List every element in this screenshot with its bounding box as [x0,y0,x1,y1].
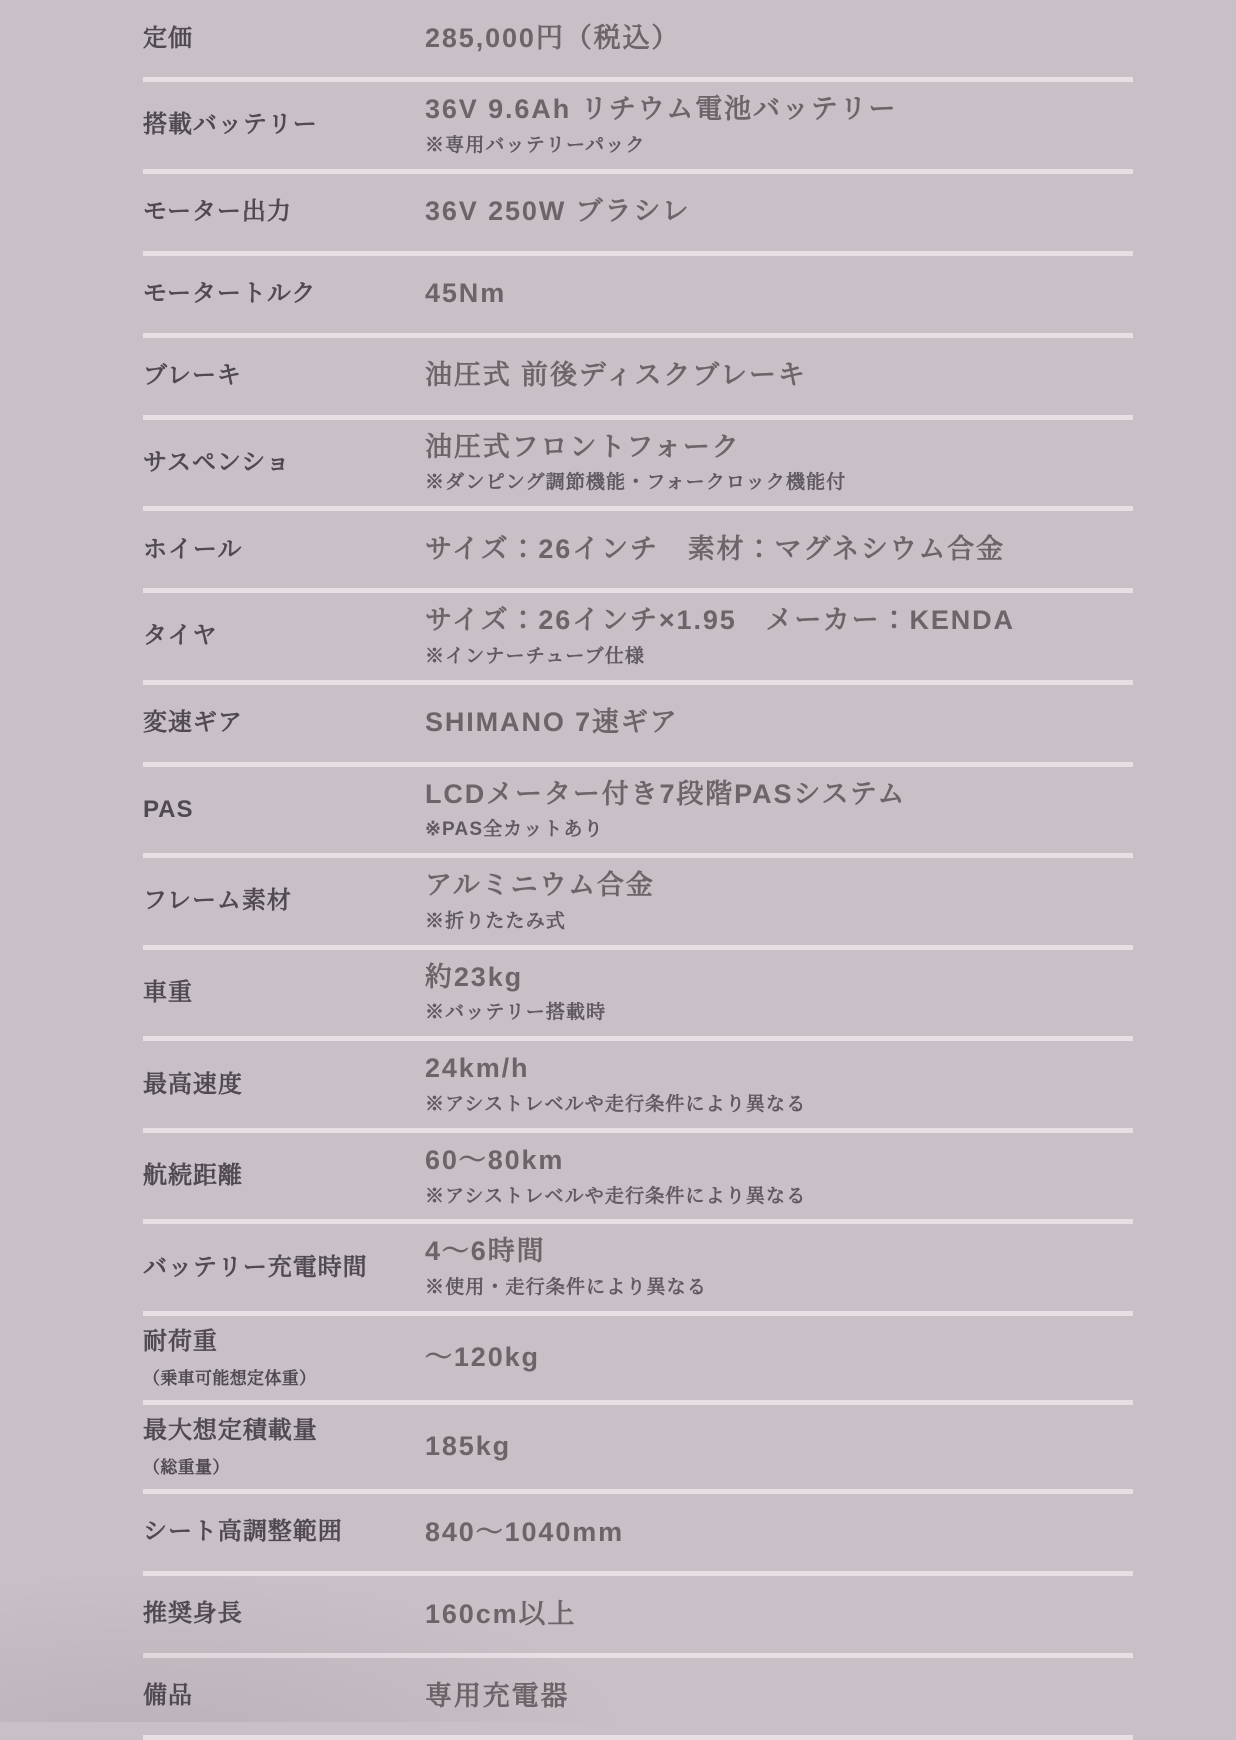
spec-row [143,1316,1133,1405]
spec-label: モーター出力 [143,198,292,226]
spec-value-group [425,1598,1133,1632]
spec-row [143,256,1133,338]
spec-value: SHIMANO 7速ギア [425,707,679,738]
spec-value-group [425,604,1133,669]
spec-value: 36V 250W ブラシレ [425,196,691,227]
spec-value: アルミニウム合金 [425,870,655,901]
spec-label: 最大想定積載量 [143,1416,318,1444]
spec-label-group [143,886,425,916]
spec-value-group [425,431,1133,496]
spec-label-group [143,978,425,1008]
spec-value: LCDメーター付き7段階PASシステム [425,778,907,809]
spec-row [143,1494,1133,1576]
spec-value-group [425,22,1133,56]
spec-label-group [143,24,425,54]
spec-sublabel: （乗車可能想定体重） [143,1368,317,1388]
spec-label: シート高調整範囲 [143,1518,343,1546]
spec-label: 変速ギア [143,709,243,737]
spec-note: ※専用バッテリーパック [425,134,646,156]
spec-label: ブレーキ [143,362,242,390]
spec-note: ※ダンピング調節機能・フォークロック機能付 [425,472,847,494]
spec-note: ※PAS全カットあり [425,819,604,841]
spec-label-group [143,197,425,227]
spec-value: 160cm以上 [425,1598,577,1629]
spec-table [143,0,1133,1740]
spec-row [143,1576,1133,1658]
spec-label: 車重 [143,979,193,1006]
spec-value: 4〜6時間 [425,1236,546,1267]
spec-row [143,1133,1133,1225]
spec-value-group [425,869,1133,934]
spec-note: ※アシストレベルや走行条件により異なる [425,1094,807,1116]
spec-label: バッテリー充電時間 [143,1253,368,1281]
spec-label: 推奨身長 [143,1600,243,1628]
spec-note: ※アシストレベルや走行条件により異なる [425,1185,807,1207]
spec-label: 最高速度 [143,1070,243,1098]
spec-note: ※インナーチューブ仕様 [425,645,646,667]
spec-label-group [143,1517,425,1547]
spec-row [143,1658,1133,1740]
spec-label-group [143,448,425,478]
spec-label-group [143,708,425,738]
spec-value: 45Nm [425,278,507,309]
spec-row [143,1405,1133,1494]
spec-label-group [143,1327,425,1389]
spec-value-group [425,1341,1133,1375]
spec-label-group [143,535,425,565]
spec-label: ホイール [143,535,243,563]
spec-row [143,767,1133,859]
spec-value: 36V 9.6Ah リチウム電池バッテリー [425,94,898,124]
spec-row [143,338,1133,420]
spec-value-group [425,1235,1133,1300]
spec-value-group [425,1144,1133,1209]
spec-label-group [143,1599,425,1629]
spec-row [143,685,1133,767]
spec-value-group [425,706,1133,740]
spec-row [143,1224,1133,1316]
spec-value-group [425,778,1133,843]
spec-label-group [143,361,425,391]
spec-row [143,511,1133,593]
spec-label-group [143,1253,425,1283]
spec-value-group [425,359,1133,393]
spec-label-group [143,1681,425,1711]
spec-label: 航続距離 [143,1162,243,1190]
spec-row [143,420,1133,512]
spec-row [143,858,1133,950]
spec-note: ※使用・走行条件により異なる [425,1277,707,1299]
spec-value: 油圧式 前後ディスクブレーキ [425,360,807,391]
spec-label: サスペンショ [143,448,291,476]
spec-value-group [425,195,1133,229]
spec-label: モータートルク [143,280,317,308]
spec-label-group [143,1161,425,1191]
spec-note: ※折りたたみ式 [425,910,566,932]
spec-value: 専用充電器 [425,1680,570,1711]
spec-sublabel: （総重量） [143,1457,230,1477]
spec-label-group [143,110,425,140]
spec-value-group [425,1430,1133,1464]
spec-value: 840〜1040mm [425,1516,625,1547]
spec-label: タイヤ [143,622,218,650]
spec-label: PAS [143,795,194,823]
spec-value-group [425,961,1133,1026]
spec-label: フレーム素材 [143,887,292,915]
spec-value: 約23kg [425,961,523,992]
spec-value-group [425,93,1133,158]
spec-row [143,950,1133,1042]
spec-label: 搭載バッテリー [143,111,318,139]
spec-label: 備品 [143,1682,193,1710]
spec-row [143,174,1133,256]
spec-rows [143,0,1133,1740]
spec-value: 〜120kg [425,1342,540,1373]
spec-value-group [425,1680,1133,1714]
spec-label-group [143,621,425,651]
spec-row [143,1041,1133,1133]
spec-row [143,82,1133,174]
spec-label: 耐荷重 [143,1327,218,1355]
spec-value-group [425,277,1133,311]
spec-row [143,0,1133,82]
spec-value: 24km/h [425,1053,530,1084]
spec-label-group [143,279,425,309]
spec-value: 185kg [425,1431,512,1462]
spec-value: 油圧式フロントフォーク [425,431,741,462]
spec-label-group [143,795,425,825]
spec-value-group [425,533,1133,567]
spec-value-group [425,1052,1133,1117]
spec-label-group [143,1070,425,1100]
spec-value-group [425,1516,1133,1550]
spec-value: サイズ：26インチ 素材：マグネシウム合金 [425,533,1006,564]
spec-label-group [143,1416,425,1478]
spec-value: 285,000円（税込） [425,22,681,53]
spec-value: サイズ：26インチ×1.95 メーカー：KENDA [425,605,1015,636]
spec-note: ※バッテリー搭載時 [425,1002,607,1024]
spec-value: 60〜80km [425,1144,565,1175]
spec-label: 定価 [143,24,193,52]
spec-row [143,593,1133,685]
